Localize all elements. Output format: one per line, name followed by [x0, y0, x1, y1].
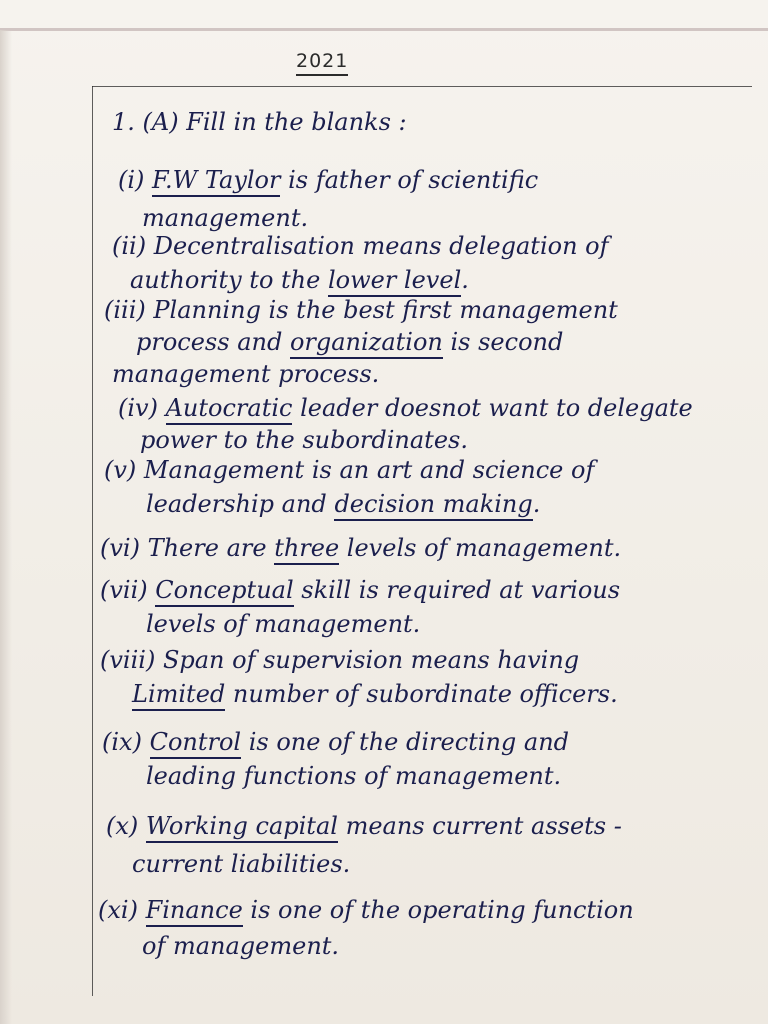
item-vii-line2: levels of management.	[146, 610, 421, 638]
item-ix-line1	[102, 728, 569, 756]
page-left-shadow	[0, 30, 12, 1024]
item-text: leader doesnot want to delegate	[292, 394, 693, 422]
item-text: skill is required at various	[293, 576, 621, 604]
item-answer: decision making	[334, 490, 532, 521]
item-answer: organization	[290, 328, 443, 359]
item-i-line2: management.	[142, 204, 309, 232]
item-text: (iv)	[118, 394, 166, 422]
item-i-line1	[118, 166, 538, 194]
item-text: is one of the operating function	[242, 896, 634, 924]
item-text: (x)	[106, 812, 146, 840]
item-text: is second	[442, 328, 564, 356]
item-answer: Working capital	[146, 812, 338, 843]
item-answer: F.W Taylor	[152, 166, 280, 197]
item-v-line2	[146, 490, 540, 518]
item-iii-line2	[136, 328, 563, 356]
item-text: (vi) There are	[100, 534, 275, 562]
item-answer: Finance	[146, 896, 243, 927]
item-v-line1: (v) Management is an art and science of	[104, 456, 595, 484]
item-x-line1	[106, 812, 622, 840]
item-ix-line2: leading functions of management.	[146, 762, 562, 790]
item-text: (i)	[118, 166, 153, 194]
item-answer: Autocratic	[166, 394, 293, 425]
item-text: number of subordinate officers.	[225, 680, 618, 708]
left-margin-line	[92, 86, 93, 996]
item-text: (xi)	[98, 896, 146, 924]
item-ii-line1: (ii) Decentralisation means delegation of	[112, 232, 609, 260]
item-vii-line1	[100, 576, 620, 604]
item-iii-line3: management process.	[112, 360, 380, 388]
item-x-line2: current liabilities.	[132, 850, 351, 878]
item-text: process and	[136, 328, 290, 356]
item-text: means current assets -	[337, 812, 622, 840]
item-vi-line1	[100, 534, 621, 562]
item-text: is father of scientific	[280, 166, 539, 194]
item-iv-line2: power to the subordinates.	[140, 426, 468, 454]
item-viii-line2	[132, 680, 618, 708]
item-answer: Conceptual	[155, 576, 293, 607]
item-text: (ix)	[102, 728, 150, 756]
item-text: .	[532, 490, 541, 518]
item-answer: Limited	[132, 680, 225, 711]
top-rule-line	[92, 86, 752, 87]
item-ii-line2	[130, 266, 469, 294]
item-text: authority to the	[130, 266, 328, 294]
page-top-edge	[0, 28, 768, 31]
item-answer: Control	[150, 728, 242, 759]
item-answer: lower level	[328, 266, 461, 297]
item-iii-line1: (iii) Planning is the best first management	[104, 296, 618, 324]
item-text: leadership and	[146, 490, 335, 518]
item-text: .	[461, 266, 469, 294]
item-viii-line1: (viii) Span of supervision means having	[100, 646, 580, 674]
item-text: is one of the directing and	[241, 728, 570, 756]
item-iv-line1	[118, 394, 693, 422]
year-heading: 2021	[296, 50, 348, 76]
question-heading: 1. (A) Fill in the blanks :	[112, 108, 407, 136]
item-answer: three	[274, 534, 339, 565]
item-xi-line2: of management.	[142, 932, 340, 960]
item-xi-line1	[98, 896, 634, 924]
item-text: levels of management.	[339, 534, 622, 562]
item-text: (vii)	[100, 576, 156, 604]
